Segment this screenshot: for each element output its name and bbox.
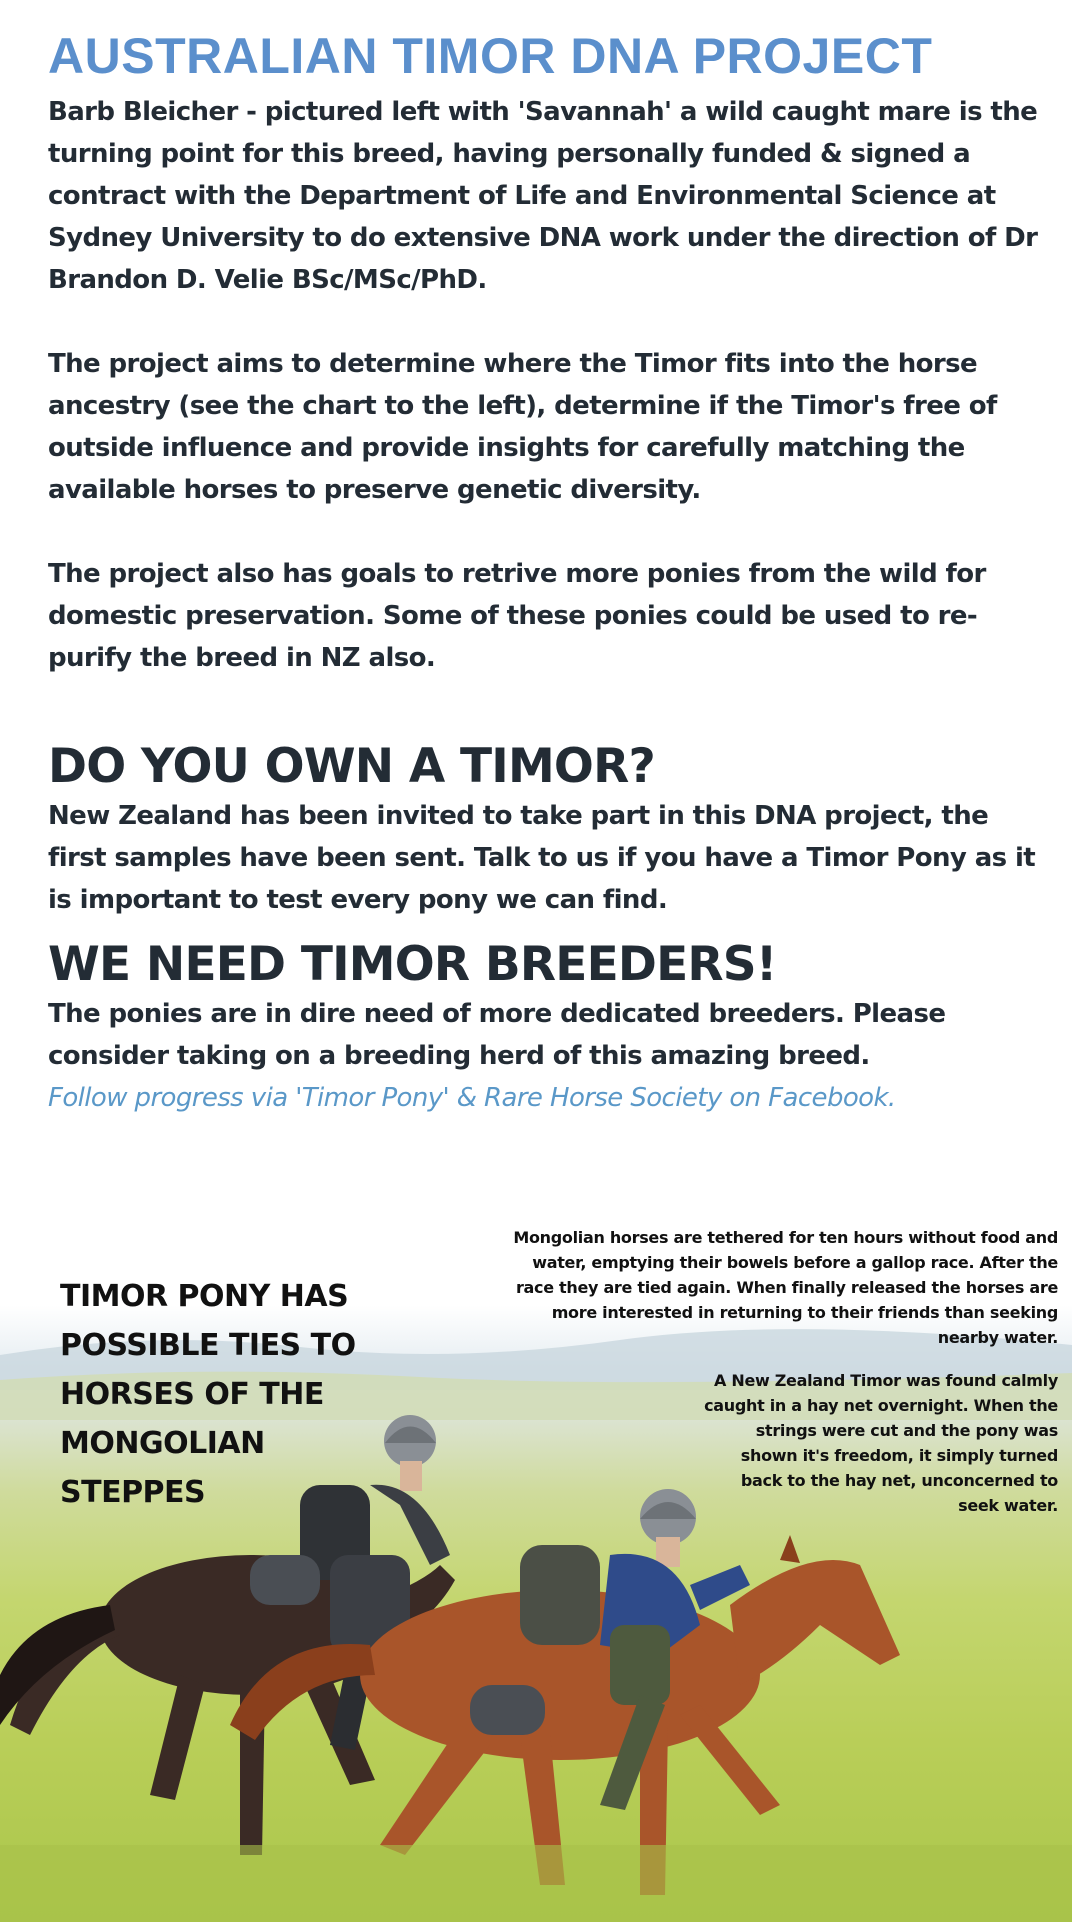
nz-timor-note: A New Zealand Timor was found calmly caught in a hay net overnight. When the strings were cut and the pony was shown it's freedom, it simply turned back to the hay net, unconcerned to seek water. [704, 1371, 1058, 1515]
own-timor-body: New Zealand has been invited to take part in this DNA project, the first samples have been sent. Talk to us if you have a Timor Pony as it is important to test every pony we can find. [48, 801, 1036, 915]
facebook-follow-link[interactable]: Follow progress via 'Timor Pony' & Rare Horse Society on Facebook. [48, 1083, 896, 1113]
intro-paragraph-3: The project also has goals to retrive more ponies from the wild for domestic preservation. Some of these ponies could be used to re-purify the breed in NZ also. [48, 559, 986, 673]
own-timor-heading: DO YOU OWN A TIMOR? [48, 739, 655, 794]
photo-caption: TIMOR PONY HAS POSSIBLE TIES TO HORSES OF THE MONGOLIAN STEPPES [60, 1279, 356, 1510]
breeders-body: The ponies are in dire need of more dedicated breeders. Please consider taking on a breeding herd of this amazing breed. [48, 999, 946, 1071]
breeders-heading: WE NEED TIMOR BREEDERS! [48, 937, 777, 992]
intro-paragraph-1: Barb Bleicher - pictured left with 'Savannah' a wild caught mare is the turning point for this breed, having personally funded & signed a contract with the Department of Life and Environmental Science at Sydney University to do extensive DNA work under the direction of Dr Brandon D. Velie BSc/MSc/PhD. [48, 97, 1038, 295]
intro-paragraph-2: The project aims to determine where the Timor fits into the horse ancestry (see the chart to the left), determine if the Timor's free of outside influence and provide insights for carefully matching the available horses to preserve genetic diversity. [48, 349, 997, 505]
article [48, 30, 1048, 1119]
page-title: AUSTRALIAN TIMOR DNA PROJECT [48, 28, 933, 84]
mongolian-note: Mongolian horses are tethered for ten hours without food and water, emptying their bowels before a gallop race. After the race they are tied again. When finally released the horses are more interested in returning to their friends than seeking nearby water. [513, 1228, 1058, 1347]
